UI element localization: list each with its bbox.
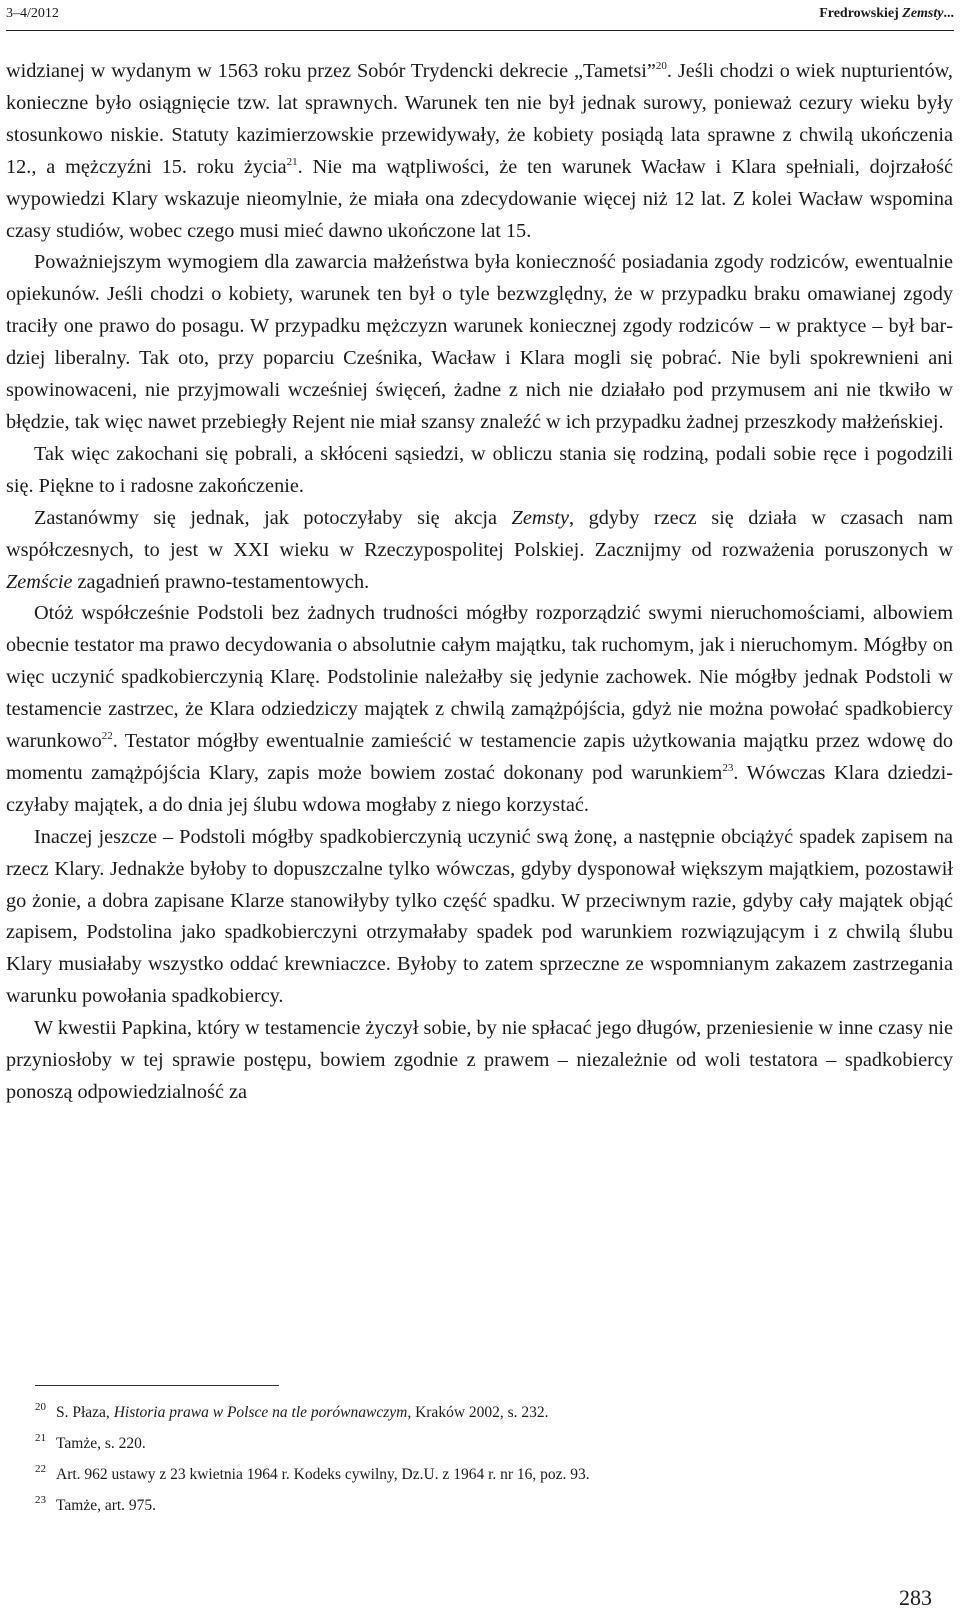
text-run: Tak więc zakochani się pobrali, a skłóceni sąsiedzi, w obliczu stania się rodziną, podali sobie ręce i pogodzili się. Piękne to i radosne zakończenie. [6,442,953,497]
text-run: . Nie ma wątpliwości, że ten warunek Wacław i Klara spełniali, dojrzałość wypowiedzi Klary wskazuje nieomylnie, że miała ona zdecydowanie więcej niż 12 lat. Z kolei Wacław wspomina czasy studiów, wobec czego musi mieć dawno ukończone lat 15. [6,155,953,242]
footnote-text [56,1404,549,1421]
footnote-ref: 22 [101,730,113,743]
running-title-italic: Zemsty [902,6,944,21]
text-run: , Kraków 2002, s. 232. [407,1404,549,1421]
text-run: zagadnień prawno-testamentowych. [72,570,370,593]
paragraph [6,56,953,247]
footnote-rule [35,1385,279,1386]
footnote-number: 21 [35,1432,46,1444]
text-run: , gdyby rzecz się działa w czasach nam współczesnych, to jest w XXI wieku w Rzeczypospolitej Polskiej. Zacznijmy od rozważenia poruszonych w [6,506,954,561]
text-run: S. Płaza, [56,1404,114,1421]
footnote [35,1428,930,1459]
text-run: W kwestii Papkina, który w testamencie życzył sobie, by nie spłacać jego długów, przeniesienie w inne czasy nie przyniosłoby w tej sprawie postępu, bowiem zgodnie z prawem – niezależnie od woli testatora – spadkobiercy ponoszą odpowiedzialność za [6,1017,953,1103]
running-header [6,3,954,29]
paragraph [6,598,953,821]
body-text [6,56,953,1109]
text-run: Tamże, art. 975. [56,1497,157,1514]
running-title [819,3,954,25]
footnote-ref: 21 [286,155,298,168]
text-run: Tamże, s. 220. [56,1435,146,1452]
text-run: Poważniejszym wymogiem dla zawarcia małżeństwa była konieczność posiadania zgody rodziców, ewentualnie opiekunów. Jeśli chodzi o kobiety, warunek ten był o tyle bezwzględny, że w przypadku braku omawianej zgody traciły one prawo do posagu. W przypadku mężczyzn warunek koniecznej zgody rodziców – w praktyce – był bardziej liberalny. Tak oto, przy poparciu Cześnika, Wacław i Klara mogli się pobrać. Nie byli spokrewnieni ani spowinowaceni, nie przyjmowali wcześniej święceń, żadne z nich nie działało pod przymusem ani nie tkwiło w błędzie, tak więc nawet przebiegły Rejent nie miał szansy znaleźć w ich przypadku żadnej przeszkody małżeńskiej. [6,251,953,433]
running-title-prefix: Fredrowskiej [819,6,903,21]
journal-issue: 3–4/2012 [6,6,59,21]
footnote [35,1397,930,1428]
text-run: Inaczej jeszcze – Podstoli mógłby spadkobierczynią uczynić swą żonę, a następnie obciążyć spadek zapisem na rzecz Klary. Jednakże byłoby to dopuszczalne tylko wówczas, gdyby dysponował większym majątkiem, pozostawił go żonie, a dobra zapisane Klarze stanowiłyby tylko część spadku. W przeciwnym razie, gdyby cały majątek objąć zapisem, Podstolina jako spadkobierczyni otrzymałaby spadek pod warunkiem rozwiązującym i z chwilą ślubu Klary musiałaby wszystko oddać krewniaczce. Byłoby to zatem sprzeczne ze wspomnianym zakazem zastrzegania warunku powołania spadkobiercy. [6,825,953,1008]
footnote-text [56,1497,156,1514]
text-run: Art. 962 ustawy z 23 kwietnia 1964 r. Kodeks cywilny, Dz.U. z 1964 r. nr 16, poz. 93. [56,1466,590,1483]
header-rule [6,30,954,31]
paragraph [6,822,953,1013]
running-title-suffix: ... [943,6,954,21]
italic-text: Zemście [6,570,73,593]
text-run: Zastanówmy się jednak, jak potoczyłaby się akcja [34,506,512,529]
text-run: widzianej w wydanym w 1563 roku przez Sobór Trydencki dekrecie „Tametsi” [6,60,656,82]
paragraph [6,439,953,503]
footnote-number: 22 [35,1463,46,1475]
footnote-ref: 20 [655,60,667,72]
footnote [35,1490,930,1521]
footnote [35,1459,930,1490]
footnote-text [56,1435,146,1452]
paragraph [6,247,953,438]
text-run: . Wówczas Klara dziedziczyłaby majątek, a do dnia jej ślubu wdowa mogłaby z niego korzystać. [6,761,953,816]
italic-text: Historia prawa w Polsce na tle porównawczym [113,1404,408,1421]
text-run: . Testator mógłby ewentualnie zamieścić w testamencie zapis użytkowania majątku przez wdowę do momentu zamążpójścia Klary, zapis może bowiem zostać dokonany pod warunkiem [6,730,953,784]
text-run: . Jeśli chodzi o wiek nupturientów, konieczne było osiągnięcie tzw. lat sprawnych. Warunek ten nie był jednak surowy, ponieważ cezury wieku były stosunkowo niskie. Statuty kazimierzowskie przewidywały, że kobiety posiądą lata sprawne z chwilą ukończenia 12., a mężczyźni 15. roku życia [6,60,953,178]
page-number: 283 [899,1585,932,1610]
footnotes [35,1397,930,1521]
text-run: Otóż współcześnie Podstoli bez żadnych trudności mógłby rozporządzić swymi nieruchomościami, albowiem obecnie testator ma prawo decydowania o absolutnie całym majątku, tak ruchomym, jak i nieruchomym. Mógłby on więc uczynić spadkobierczynią Klarę. Podstolinie należałby się jedynie zachowek. Nie mógłby jednak Podstoli w testamencie zastrzec, że Klara odziedziczy majątek z chwilą zamążpójścia, gdyż nie można powołać spadkobiercy warunkowo [6,602,953,753]
footnote-number: 23 [35,1494,46,1506]
paragraph [6,503,953,599]
footnote-ref: 23 [722,761,734,774]
footnote-text [56,1466,590,1483]
italic-text: Zemsty [511,506,570,529]
paragraph [6,1013,953,1109]
footnote-number: 20 [35,1401,46,1413]
